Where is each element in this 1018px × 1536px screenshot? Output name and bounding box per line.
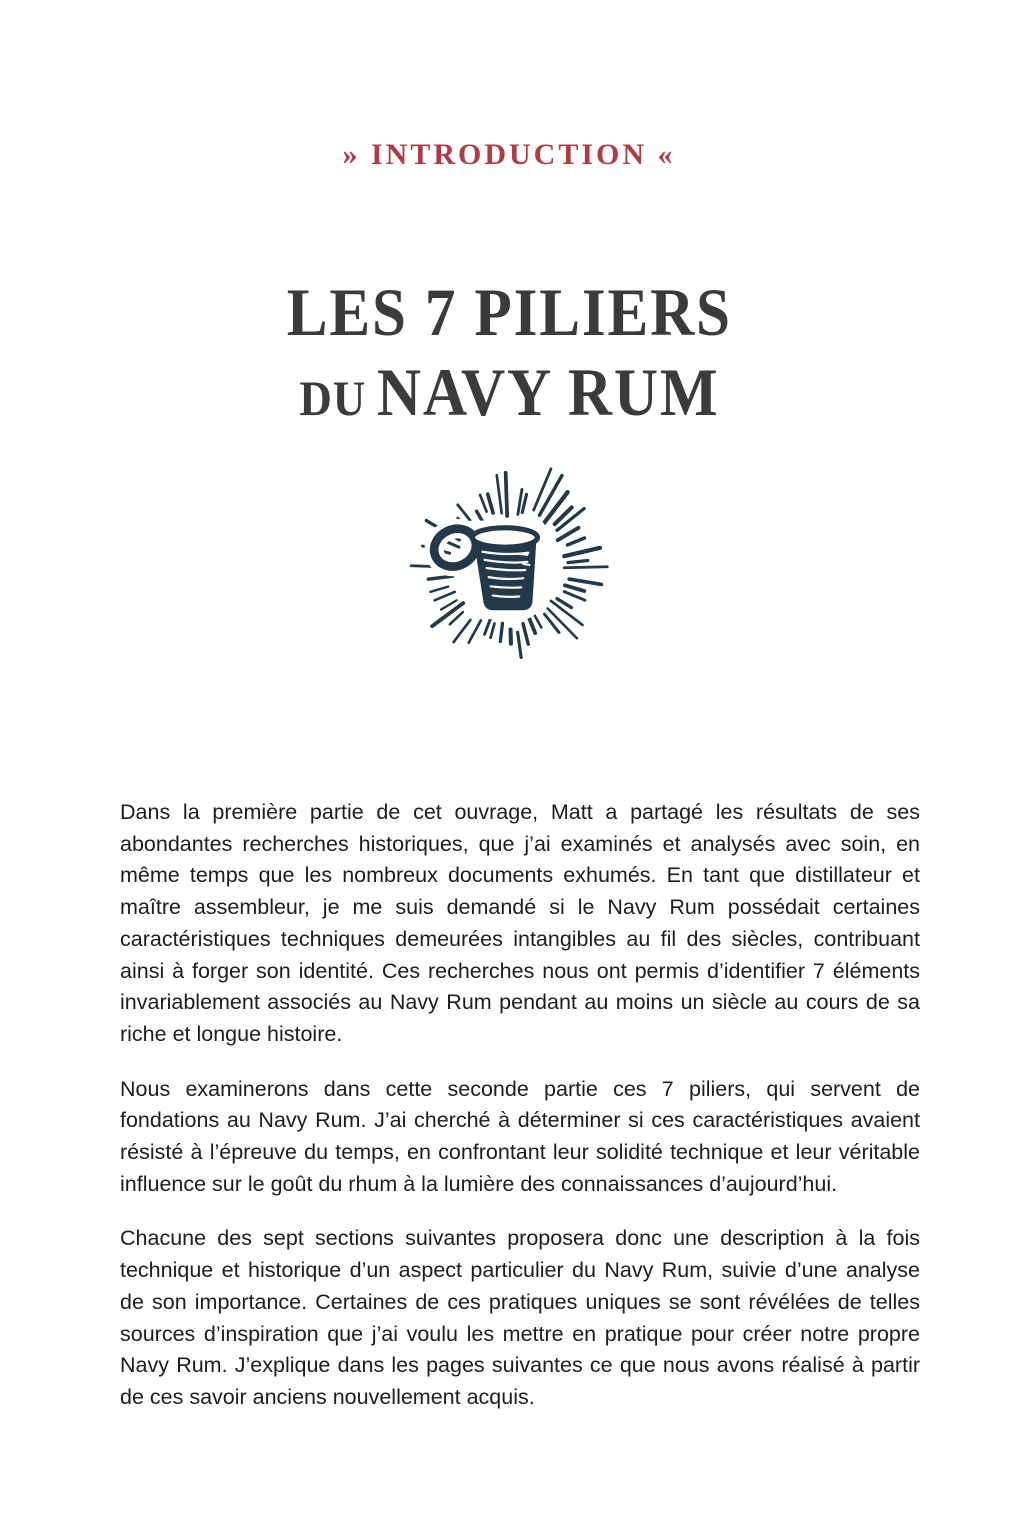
- chapter-title: [0, 272, 1018, 438]
- title-line-2: [299, 352, 719, 438]
- paragraph-1: Dans la première partie de cet ouvrage, Matt a partagé les résultats de ses abondantes recherches historiques, que j’ai examinés et analysés avec soin, en même temps que les nombreux documents exhumés. En tant que distillateur et maître assembleur, je me suis demandé si le Navy Rum possédait certaines caractéristiques techniques demeurées intangibles au fil des siècles, contribuant ainsi à forger son identité. Ces recherches nous ont permis d’identifier 7 éléments invariablement associés au Navy Rum pendant au moins un siècle au cours de sa riche et longue histoire.: [120, 800, 920, 1046]
- mug-rim: [472, 528, 537, 547]
- body-text: [120, 797, 920, 1437]
- title-line-2-main: NAVY RUM: [376, 354, 720, 430]
- section-kicker: » INTRODUCTION «: [342, 138, 676, 171]
- title-line-1: LES 7 PILIERS: [286, 274, 732, 350]
- paragraph-2: Nous examinerons dans cette seconde partie ces 7 piliers, qui servent de fondations au Navy Rum. J’ai cherché à déterminer si ces caractéristiques avaient résisté à l’épreuve du temps, en confrontant leur solidité technique et leur véritable influence sur le goût du rhum à la lumière des connaissances d’aujourd’hui.: [120, 1076, 920, 1196]
- title-line-2-small: DU: [298, 370, 366, 426]
- paragraph-3: Chacune des sept sections suivantes proposera donc une description à la fois technique et historique d’un aspect particulier du Navy Rum, suivie d’une analyse de son importance. Certaines de ces pratiques uniques se sont révélées de telles sources d’inspiration que j’ai voulu les mettre en pratique pour créer notre propre Navy Rum. J’explique dans les pages suivantes ce que nous avons réalisé à partir de ces savoir anciens nouvellement acquis.: [120, 1226, 920, 1409]
- rum-mug-sunburst-icon: [397, 456, 621, 680]
